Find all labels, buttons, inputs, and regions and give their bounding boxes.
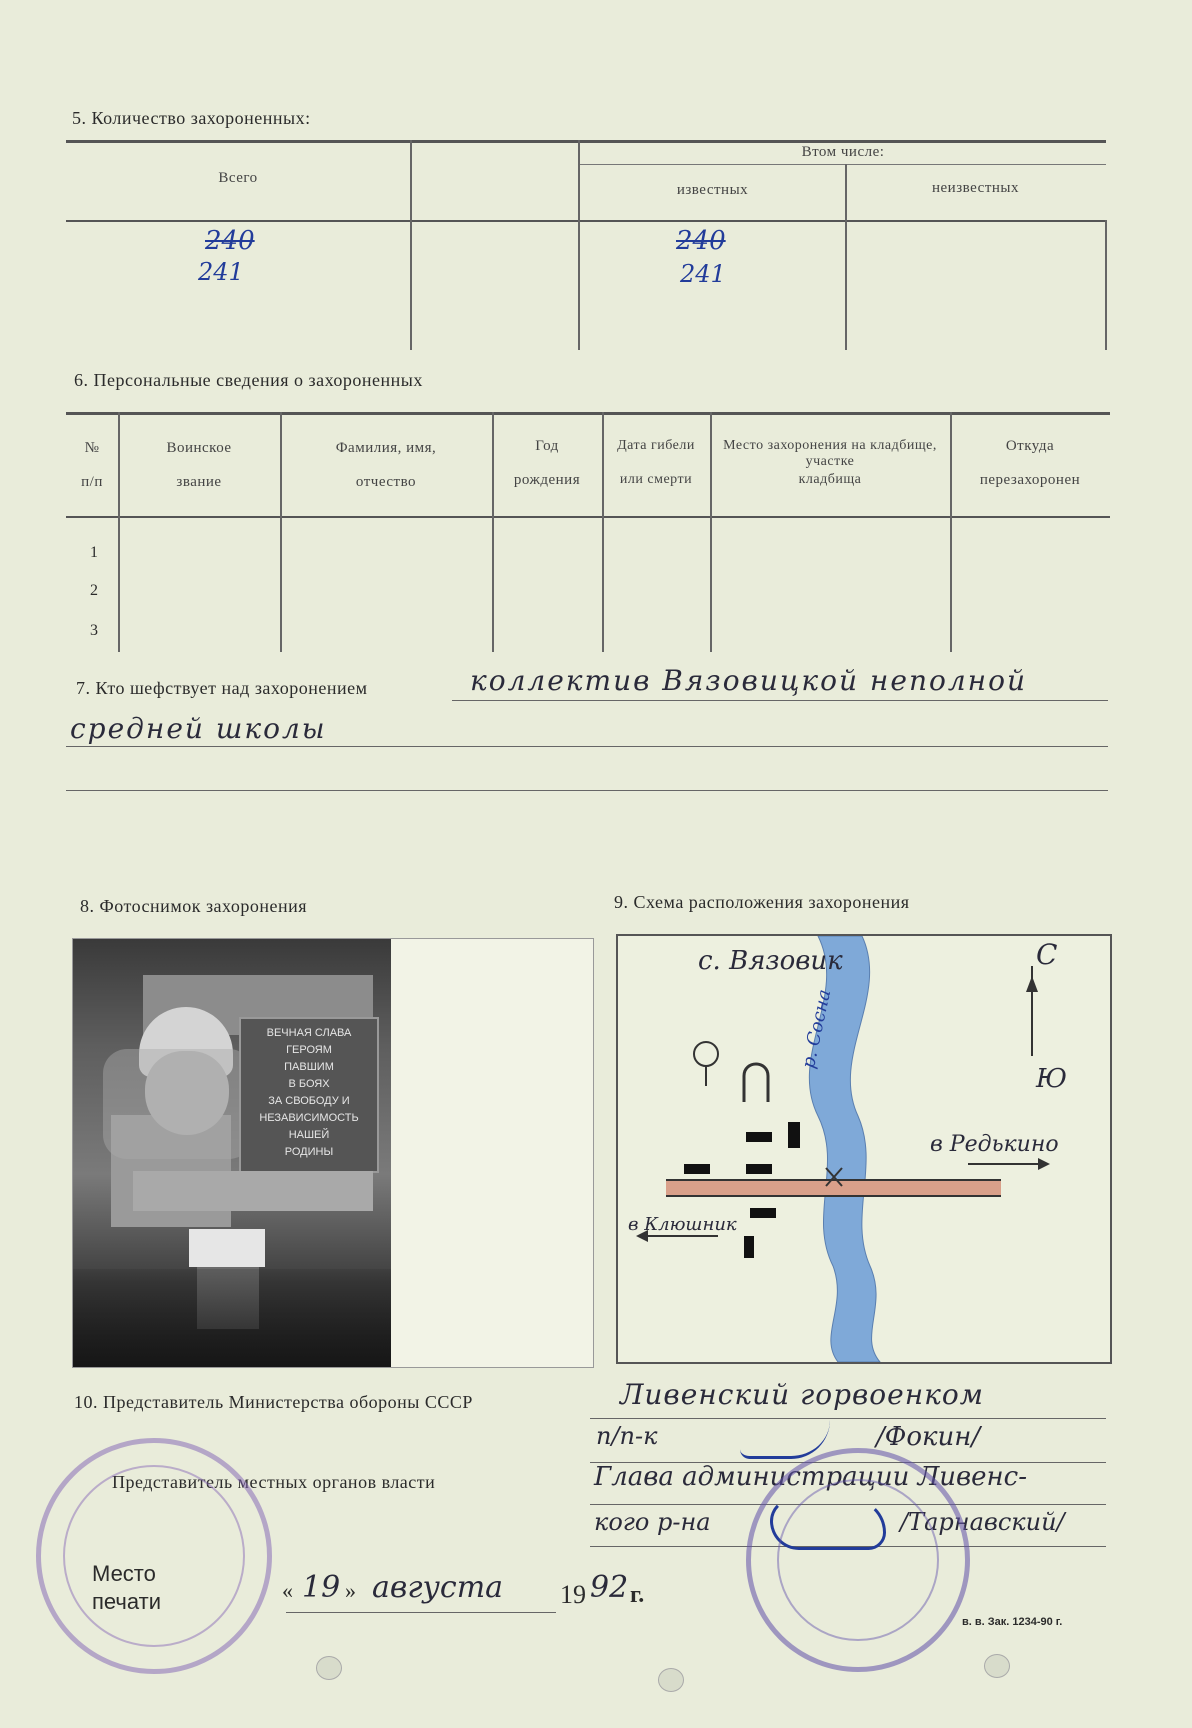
plaque-line: НЕЗАВИСИМОСТЬ [259, 1112, 359, 1124]
patron-line1: коллектив Вязовицкой неполной [470, 664, 1027, 697]
monument-icon [744, 1064, 768, 1102]
col-from-l1: Откуда [1005, 438, 1055, 454]
location-scheme [616, 934, 1112, 1364]
mod-name: /Фокин/ [876, 1422, 981, 1452]
date-close-quote: » [345, 1578, 356, 1603]
photo-card [72, 938, 594, 1368]
date-open-quote: « [282, 1578, 293, 1603]
header-total: Всего [218, 170, 258, 186]
local-line1: Глава администрации Ливенс- [594, 1462, 1028, 1492]
west-label: в Клюшник [628, 1214, 737, 1235]
section8-title: 8. Фотоснимок захоронения [80, 896, 308, 916]
house-icon [684, 1164, 710, 1174]
river-label: р. Сосна [798, 987, 836, 1071]
stamp-label-line1: Место [92, 1561, 156, 1586]
plaque-line: ЗА СВОБОДУ И [268, 1095, 350, 1107]
mod-line1: Ливенский горвоенком [620, 1378, 984, 1411]
plaque-line: В БОЯХ [288, 1078, 330, 1090]
col-num-l2: п/п [81, 474, 103, 490]
stamp-place-label [92, 1560, 161, 1616]
date-day: 19 [302, 1570, 341, 1605]
local-line2-prefix: кого р-на [594, 1508, 711, 1536]
military-stamp [36, 1438, 272, 1674]
section6-title: 6. Персональные сведения о захороненных [74, 370, 423, 390]
total-value: 241 [198, 258, 244, 286]
section9-title: 9. Схема расположения захоронения [614, 892, 910, 912]
col-place-l2: кладбища [798, 472, 862, 487]
header-including: Втом числе: [801, 144, 885, 160]
memorial-photo [73, 939, 391, 1367]
house-icon [744, 1236, 754, 1258]
memorial-plaque [239, 1017, 379, 1173]
date-year-prefix: 19 [560, 1580, 586, 1609]
known-value: 241 [680, 260, 726, 288]
col-name-l2: отчество [355, 474, 417, 490]
stamp-label-line2: печати [92, 1589, 161, 1614]
mod-signature [740, 1420, 830, 1459]
house-icon [746, 1132, 772, 1142]
local-name: /Тарнавский/ [900, 1508, 1065, 1536]
administration-stamp [746, 1448, 970, 1672]
village-label: с. Вязовик [698, 946, 843, 976]
col-death-l1: Дата гибели [617, 438, 695, 453]
local-label: Представитель местных органов власти [112, 1472, 436, 1492]
row-number: 1 [90, 544, 98, 561]
col-rank-l2: звание [176, 474, 222, 490]
east-label: в Редькино [930, 1132, 1059, 1157]
date-month: августа [372, 1570, 504, 1605]
tree-icon [694, 1042, 718, 1086]
known-struck-value: 240 [676, 226, 726, 256]
plaque-line: ГЕРОЯМ [286, 1044, 332, 1056]
print-order-footer: в. в. Зак. 1234-90 г. [962, 1616, 1063, 1628]
row-number: 3 [90, 622, 98, 639]
mod-rank: п/п-к [596, 1422, 658, 1450]
north-label: С [1036, 938, 1058, 971]
col-death-l2: или смерти [619, 472, 693, 487]
section7-label: 7. Кто шефствует над захоронением [76, 678, 368, 698]
col-name-l1: Фамилия, имя, [335, 440, 437, 456]
section10-label: 10. Представитель Министерства обороны СССР [74, 1392, 473, 1412]
col-rank-l1: Воинское [166, 440, 232, 456]
col-from-l2: перезахоронен [979, 472, 1081, 488]
header-known: известных [676, 182, 749, 198]
patron-line2: средней школы [70, 712, 327, 745]
house-icon [750, 1208, 776, 1218]
col-place-l1: Место захоронения на кладбище, участке [723, 438, 937, 469]
header-unknown: неизвестных [932, 180, 1019, 196]
plaque-line: РОДИНЫ [284, 1146, 334, 1158]
date-suffix: г. [630, 1582, 645, 1608]
plaque-line: НАШЕЙ [288, 1129, 330, 1141]
plaque-line: ВЕЧНАЯ СЛАВА [266, 1027, 352, 1039]
south-label: Ю [1036, 1064, 1068, 1094]
col-year-l1: Год [535, 438, 559, 454]
col-year-l2: рождения [513, 472, 581, 488]
total-struck-value: 240 [205, 226, 255, 256]
punch-hole [658, 1668, 684, 1692]
section5-title: 5. Количество захороненных: [72, 108, 311, 128]
row-number: 2 [90, 582, 98, 599]
house-icon [746, 1164, 772, 1174]
plaque-line: ПАВШИМ [284, 1061, 334, 1073]
punch-hole [984, 1654, 1010, 1678]
road-shape [666, 1181, 1001, 1195]
punch-hole [316, 1656, 342, 1680]
date-year-suffix: 92 [590, 1570, 629, 1605]
house-icon [788, 1122, 800, 1148]
col-num-l1: № [84, 440, 100, 456]
